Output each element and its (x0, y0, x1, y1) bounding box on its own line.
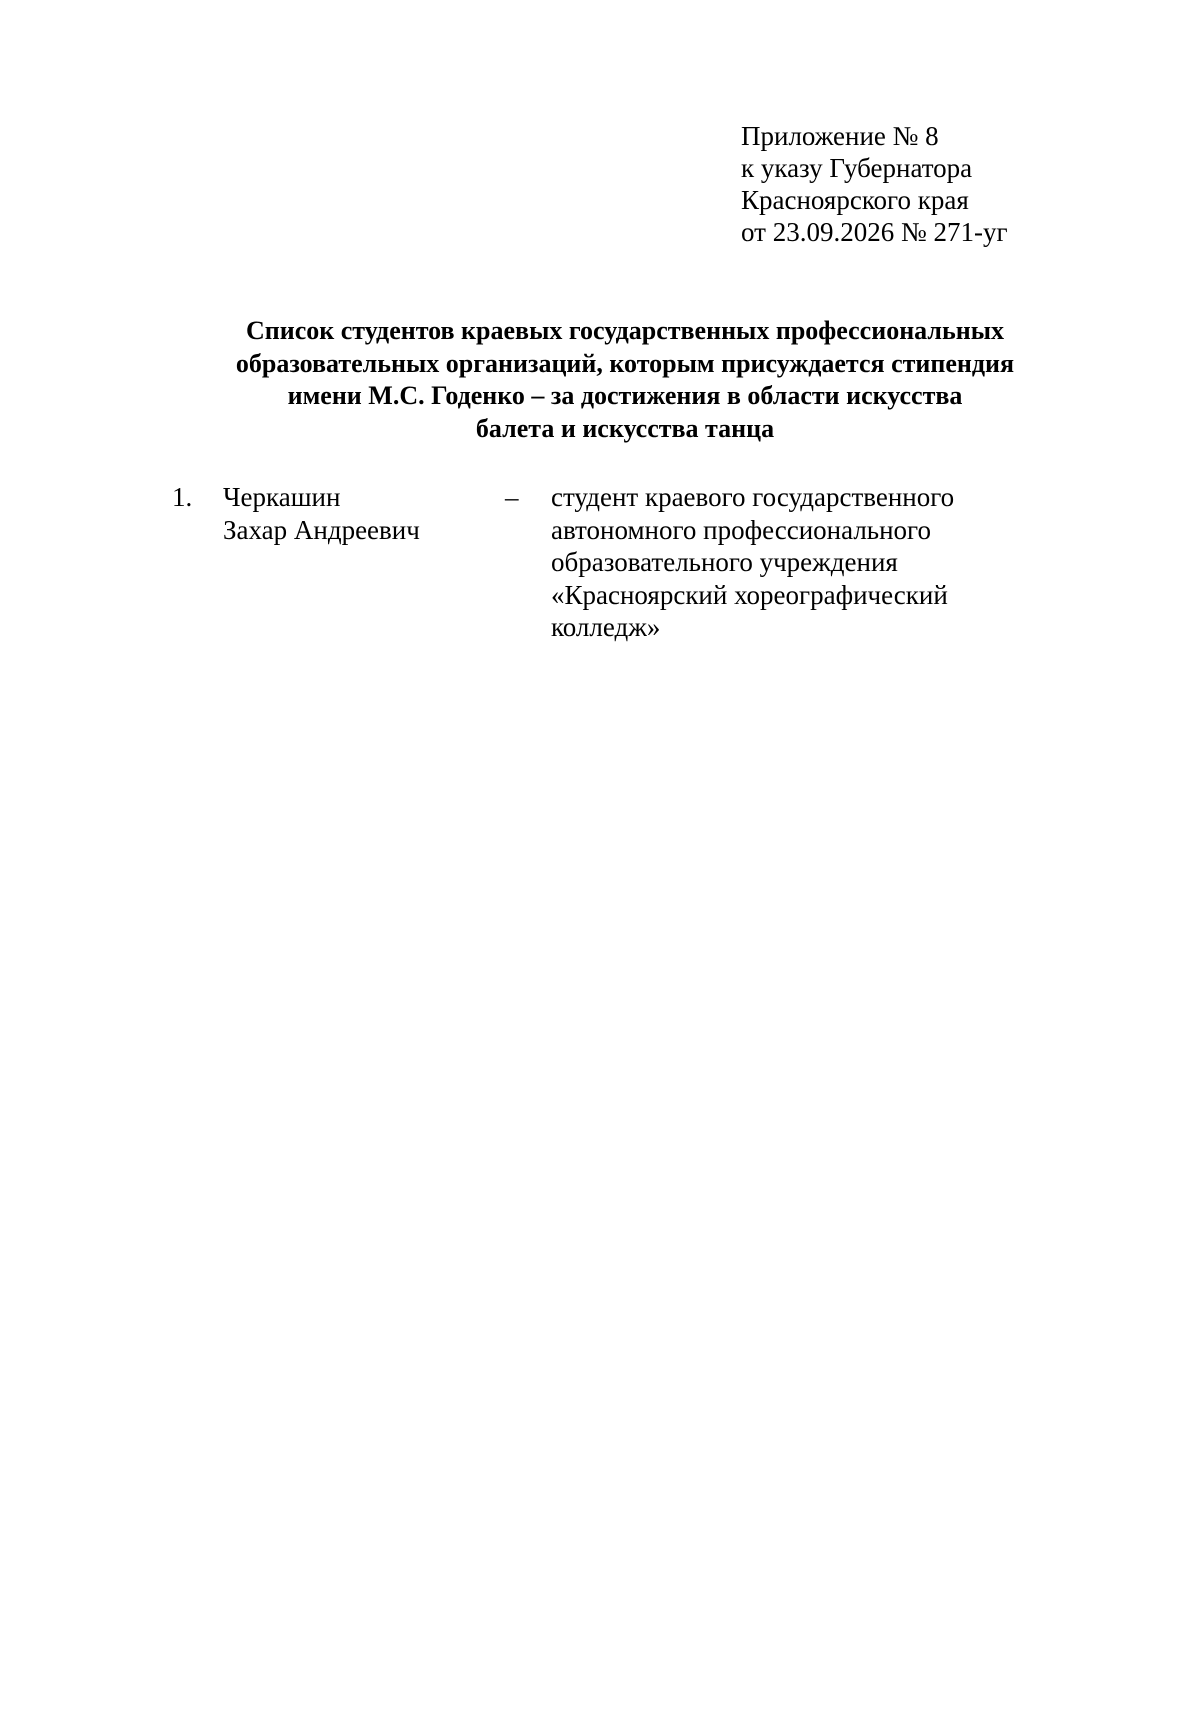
title-line: Список студентов краевых государственных профессиональных (245, 316, 1005, 345)
student-given-names: Захар Андреевич (223, 514, 420, 545)
entry-number: 1. (172, 482, 193, 512)
description-line: студент краевого государственного (551, 482, 955, 512)
appendix-header (741, 120, 1161, 248)
description-line: колледж» (551, 612, 661, 642)
title-line: балета и искусства танца (475, 413, 775, 443)
student-description (551, 481, 1111, 644)
description-line: автономного профессионального (551, 514, 931, 545)
entry-dash: – (505, 482, 519, 512)
description-line: образовательного учреждения (551, 547, 898, 577)
document-title (150, 315, 1100, 445)
appendix-line: Красноярского края (741, 185, 969, 215)
appendix-line: Приложение № 8 (741, 121, 939, 151)
appendix-line: к указу Губернатора (741, 153, 973, 183)
student-surname: Черкашин (223, 482, 341, 512)
title-line: имени М.С. Годенко – за достижения в области искусства (287, 381, 963, 410)
description-line: «Красноярский хореографический (551, 579, 948, 610)
student-name (223, 481, 420, 546)
appendix-line: от 23.09.2026 № 271-уг (741, 217, 1008, 247)
title-line: образовательных организаций, которым присуждается стипендия (235, 348, 1015, 378)
